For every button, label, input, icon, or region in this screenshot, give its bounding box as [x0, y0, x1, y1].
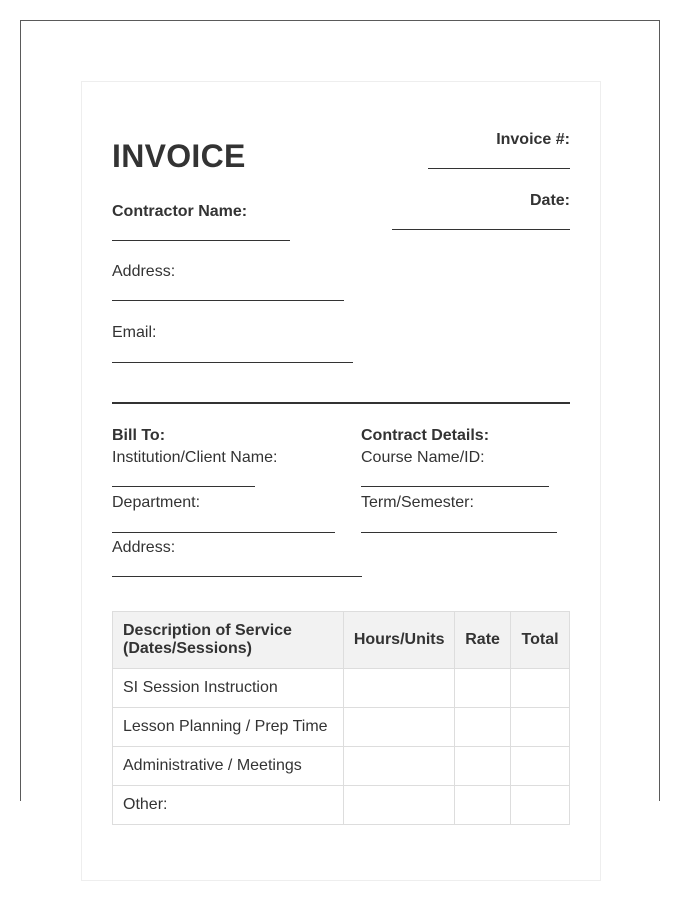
table-row [113, 786, 570, 825]
contractor-email-label: Email: [112, 324, 157, 341]
term-label: Term/Semester: [361, 494, 474, 511]
bill-to-address-field[interactable] [112, 576, 362, 577]
rate-cell[interactable] [455, 747, 511, 786]
column-header-description: Description of Service (Dates/Sessions) [113, 612, 344, 669]
contractor-address-field[interactable] [112, 300, 344, 301]
column-header-rate: Rate [455, 612, 511, 669]
hours-cell[interactable] [344, 708, 455, 747]
hours-cell[interactable] [344, 786, 455, 825]
hours-cell[interactable] [344, 747, 455, 786]
rate-cell[interactable] [455, 669, 511, 708]
total-cell[interactable] [511, 786, 570, 825]
contract-details-heading: Contract Details: [361, 427, 490, 444]
document-viewport[interactable] [20, 20, 660, 813]
table-row [113, 669, 570, 708]
rate-cell[interactable] [455, 708, 511, 747]
course-name-field[interactable] [361, 486, 549, 487]
column-header-total: Total [511, 612, 570, 669]
hours-cell[interactable] [344, 669, 455, 708]
rate-cell[interactable] [455, 786, 511, 825]
invoice-number-label: Invoice #: [496, 131, 570, 148]
invoice-sheet [81, 81, 601, 881]
table-row [113, 747, 570, 786]
course-name-label: Course Name/ID: [361, 449, 485, 466]
total-cell[interactable] [511, 708, 570, 747]
total-cell[interactable] [511, 669, 570, 708]
department-field[interactable] [112, 532, 335, 533]
bill-to-heading: Bill To: [112, 427, 166, 444]
service-description-cell: Administrative / Meetings [113, 747, 344, 786]
service-description-cell: Other: [113, 786, 344, 825]
column-header-hours: Hours/Units [344, 612, 455, 669]
contractor-name-label: Contractor Name: [112, 203, 248, 220]
client-name-field[interactable] [112, 486, 255, 487]
section-divider [112, 402, 570, 404]
date-label: Date: [529, 192, 570, 209]
invoice-title: INVOICE [112, 138, 246, 174]
department-label: Department: [112, 494, 201, 511]
bill-to-address-label: Address: [112, 539, 176, 556]
invoice-number-field[interactable] [428, 168, 570, 169]
table-row [113, 708, 570, 747]
service-description-cell: SI Session Instruction [113, 669, 344, 708]
contractor-address-label: Address: [112, 263, 176, 280]
service-description-cell: Lesson Planning / Prep Time [113, 708, 344, 747]
term-field[interactable] [361, 532, 557, 533]
table-header-row [113, 612, 570, 669]
contractor-name-field[interactable] [112, 240, 290, 241]
total-cell[interactable] [511, 747, 570, 786]
date-field[interactable] [392, 229, 570, 230]
services-table [112, 611, 570, 825]
contractor-email-field[interactable] [112, 362, 353, 363]
client-name-label: Institution/Client Name: [112, 449, 278, 466]
